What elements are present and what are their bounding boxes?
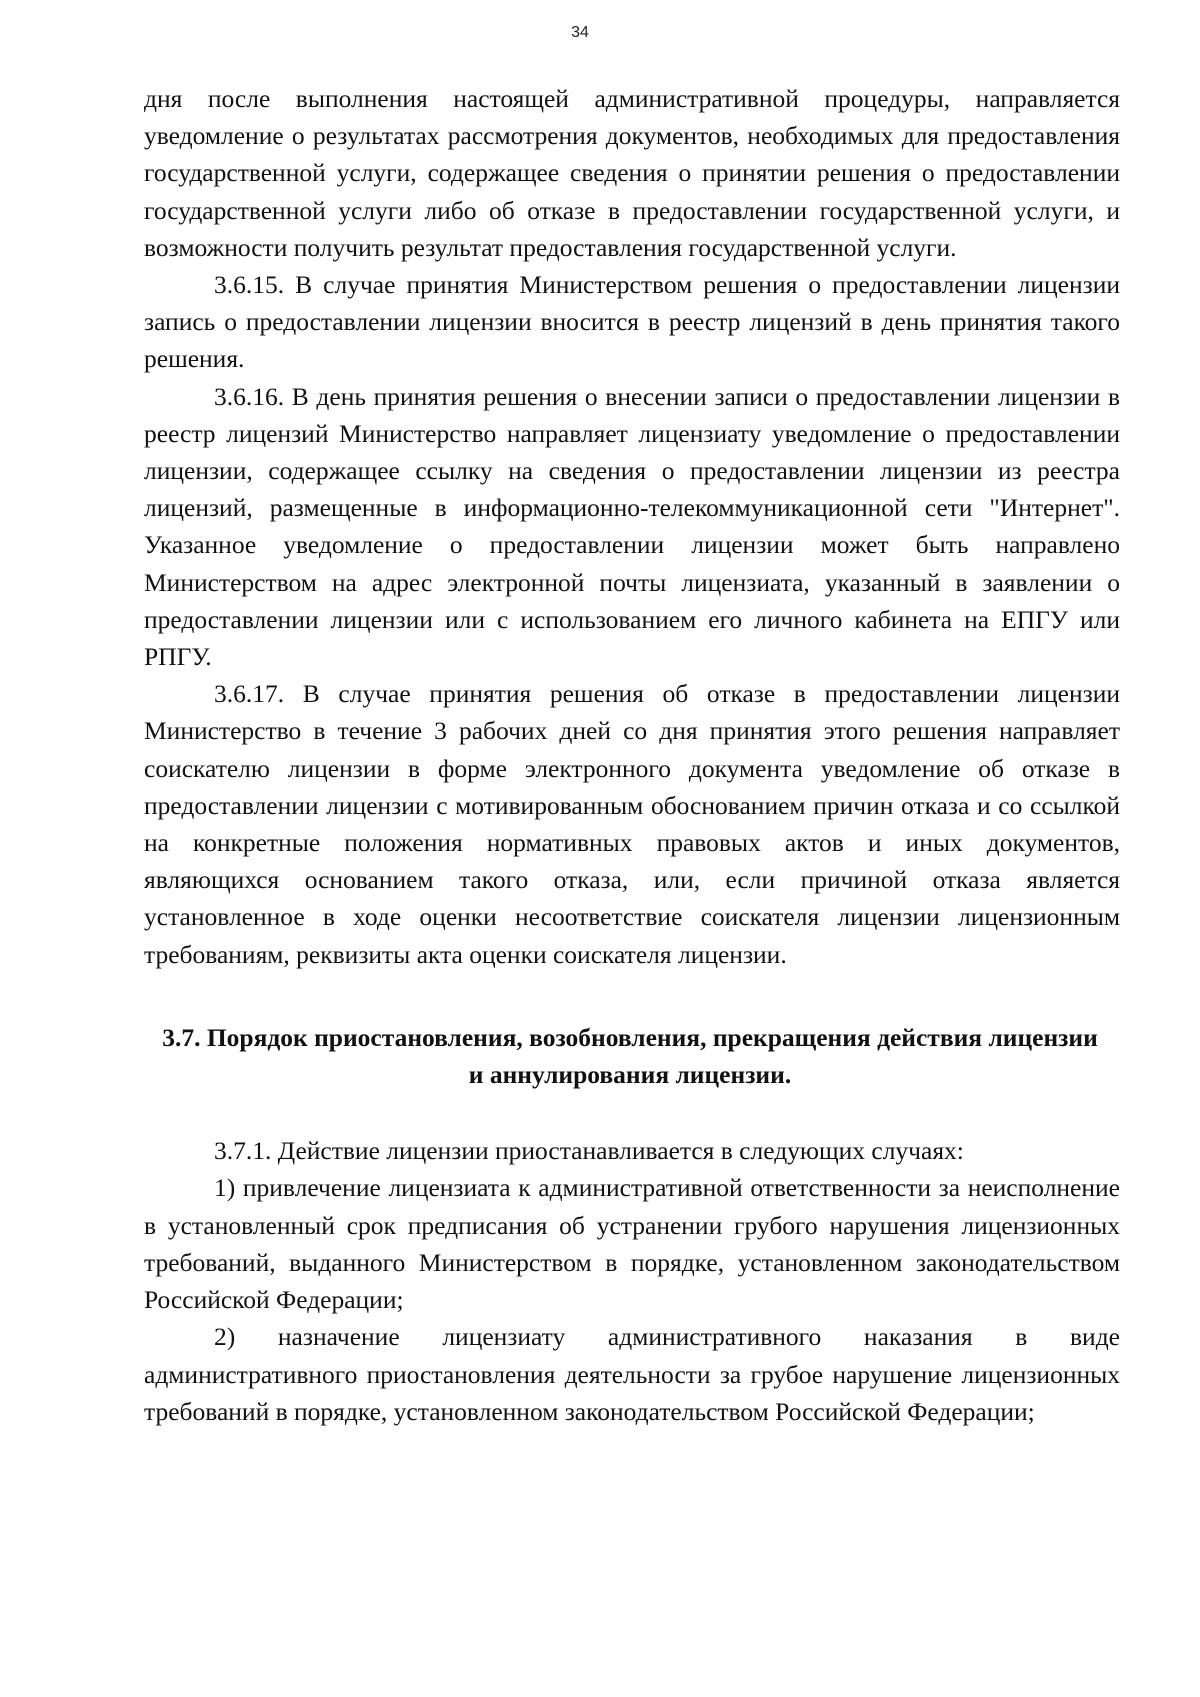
- paragraph-3-7-1: 3.7.1. Действие лицензии приостанавливается в следующих случаях:: [214, 1136, 964, 1166]
- list-item-1: 1) привлечение лицензиата к административной ответственности за неисполнение в установленный срок предписания об устранении грубого нарушения лицензионных требований, выданного Министерством в порядке, установленном законодательством Российской Федерации;: [144, 1173, 1120, 1315]
- document-body: [144, 80, 1120, 1430]
- paragraph-3-6-15: 3.6.15. В случае принятия Министерством решения о предоставлении лицензии запись о предоставлении лицензии вносится в реестр лицензий в день принятия такого решения.: [144, 270, 1120, 374]
- page-number: 34: [571, 24, 589, 41]
- list-item-2: 2) назначение лицензиату административного наказания в виде административного приостановления деятельности за грубое нарушение лицензионных требований в порядке, установленном законодательством Российской Федерации;: [144, 1322, 1120, 1426]
- paragraph-continuation: дня после выполнения настоящей административной процедуры, направляется уведомление о результатах рассмотрения документов, необходимых для предоставления государственной услуги, содержащее сведения о принятии решения о предоставлении государственной услуги либо об отказе в предоставлении государственной услуги, и возможности получить результат предоставления государственной услуги.: [144, 84, 1120, 262]
- paragraph-3-6-16: 3.6.16. В день принятия решения о внесении записи о предоставлении лицензии в реестр лицензий Министерство направляет лицензиату уведомление о предоставлении лицензии, содержащее ссылку на сведения о предоставлении лицензии из реестра лицензий, размещенные в информационно-телекоммуникационной сети "Интернет". Указанное уведомление о предоставлении лицензии может быть направлено Министерством на адрес электронной почты лицензиата, указанный в заявлении о предоставлении лицензии или с использованием его личного кабинета на ЕПГУ или РПГУ.: [144, 381, 1120, 672]
- paragraph-3-6-17: 3.6.17. В случае принятия решения об отказе в предоставлении лицензии Министерство в течение 3 рабочих дней со дня принятия этого решения направляет соискателю лицензии в форме электронного документа уведомление об отказе в предоставлении лицензии с мотивированным обоснованием причин отказа и со ссылкой на конкретные положения нормативных правовых актов и иных документов, являющихся основанием такого отказа, или, если причиной отказа является установленное в ходе оценки несоответствие соискателя лицензии лицензионным требованиям, реквизиты акта оценки соискателя лицензии.: [144, 679, 1120, 969]
- section-heading-3-7: 3.7. Порядок приостановления, возобновления, прекращения действия лицензии и аннулирования лицензии.: [162, 1022, 1098, 1090]
